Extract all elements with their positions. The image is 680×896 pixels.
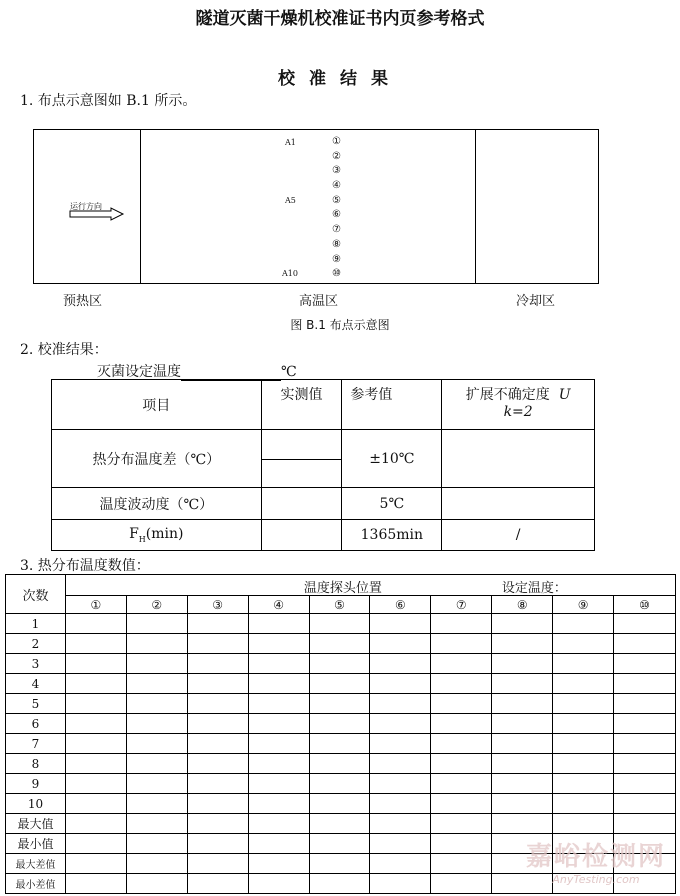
result-row: [52, 520, 595, 551]
direction-arrow-icon: [69, 207, 125, 221]
data-cell: [309, 834, 370, 854]
data-cell: [431, 834, 492, 854]
row-label: 最大差值: [6, 854, 66, 874]
result-row: [52, 488, 595, 520]
uncertainty-cell: [442, 430, 595, 488]
row-label: 6: [6, 714, 66, 734]
data-cell: [492, 694, 553, 714]
data-cell: [553, 814, 614, 834]
data-cell: [309, 754, 370, 774]
data-cell: [309, 774, 370, 794]
data-cell: [553, 794, 614, 814]
fh-symbol: F: [129, 526, 139, 543]
uncertainty-cell: /: [442, 520, 595, 551]
data-cell: [553, 714, 614, 734]
header-reference: 参考值: [342, 380, 442, 430]
uncertainty-cell: [442, 488, 595, 520]
layout-diagram: [33, 129, 599, 284]
data-cell: [248, 694, 309, 714]
probe-point: ⑦: [332, 224, 341, 236]
table-row: [6, 754, 676, 774]
row-label: 7: [6, 734, 66, 754]
data-cell: [370, 674, 431, 694]
table-row: [6, 734, 676, 754]
watermark-en: AnyTesting.com: [552, 873, 640, 886]
data-cell: [65, 874, 126, 894]
data-cell: [431, 674, 492, 694]
data-cell: [187, 754, 248, 774]
data-cell: [431, 854, 492, 874]
data-cell: [126, 734, 187, 754]
data-cell: [65, 834, 126, 854]
data-cell: [248, 634, 309, 654]
probe-point: ③: [332, 165, 341, 177]
measured-cell: [261, 488, 342, 520]
row-label: 最小差值: [6, 874, 66, 894]
zone-divider: [475, 130, 476, 283]
set-temp-label: 设定温度：: [501, 581, 567, 596]
data-cell: [614, 814, 676, 834]
probe-label-a5: A5: [285, 196, 296, 205]
data-cell: [553, 734, 614, 754]
data-cell: [370, 634, 431, 654]
probe-col-header: ⑨: [553, 596, 614, 614]
data-cell: [187, 794, 248, 814]
sterilize-temp-unit: ℃: [281, 364, 297, 380]
zone-label-preheat: 预热区: [63, 294, 103, 309]
probe-col-header: ⑦: [431, 596, 492, 614]
zone-label-high-temp: 高温区: [299, 294, 339, 309]
probe-label-a10: A10: [282, 269, 298, 278]
row-label: 最大值: [6, 814, 66, 834]
data-cell: [187, 674, 248, 694]
data-cell: [309, 794, 370, 814]
data-cell: [126, 814, 187, 834]
reference-cell: 1365min: [342, 520, 442, 551]
row-item: [52, 520, 262, 551]
data-cell: [431, 794, 492, 814]
data-cell: [187, 814, 248, 834]
probe-column: [332, 137, 341, 284]
item-2: 2. 校准结果：: [20, 342, 108, 358]
probe-col-header: ③: [187, 596, 248, 614]
row-label: 1: [6, 614, 66, 634]
probe-col-header: ⑤: [309, 596, 370, 614]
measured-cell: [261, 520, 342, 551]
data-cell: [187, 714, 248, 734]
data-cell: [492, 654, 553, 674]
data-cell: [187, 694, 248, 714]
data-cell: [187, 874, 248, 894]
item-3: 3. 热分布温度数值：: [20, 558, 150, 574]
data-cell: [370, 754, 431, 774]
data-cell: [126, 874, 187, 894]
data-cell: [614, 774, 676, 794]
measured-cell: [261, 430, 342, 460]
zone-divider: [140, 130, 141, 283]
data-cell: [187, 854, 248, 874]
data-cell: [370, 834, 431, 854]
data-cell: [614, 714, 676, 734]
data-cell: [370, 614, 431, 634]
data-cell: [614, 694, 676, 714]
data-cell: [431, 874, 492, 894]
data-cell: [431, 774, 492, 794]
sterilize-temp-label: 灭菌设定温度: [97, 364, 181, 380]
row-label: 3: [6, 654, 66, 674]
data-cell: [370, 694, 431, 714]
data-cell: [126, 854, 187, 874]
probe-point: ①: [332, 136, 341, 147]
data-cell: [553, 634, 614, 654]
probe-col-header: ①: [65, 596, 126, 614]
header-probe-position: [65, 575, 675, 596]
data-cell: [431, 754, 492, 774]
data-cell: [431, 614, 492, 634]
data-cell: [65, 694, 126, 714]
data-cell: [309, 734, 370, 754]
table-row: [6, 614, 676, 634]
data-cell: [553, 654, 614, 674]
data-cell: [614, 754, 676, 774]
data-cell: [431, 634, 492, 654]
data-cell: [65, 654, 126, 674]
header-count: 次数: [6, 575, 66, 614]
data-cell: [187, 774, 248, 794]
document-title: 隧道灭菌干燥机校准证书内页参考格式: [195, 9, 485, 29]
probe-col-header: ⑧: [492, 596, 553, 614]
sterilize-temp-line: [97, 361, 297, 381]
probe-point: ②: [332, 150, 341, 162]
data-cell: [492, 814, 553, 834]
fh-subscript: H: [138, 534, 146, 544]
probe-col-header: ④: [248, 596, 309, 614]
data-cell: [126, 614, 187, 634]
data-cell: [492, 734, 553, 754]
probe-point: ⑥: [332, 209, 341, 221]
data-cell: [65, 774, 126, 794]
data-cell: [248, 834, 309, 854]
probe-point: ⑨: [332, 253, 341, 265]
data-cell: [126, 674, 187, 694]
reference-cell: ±10℃: [342, 430, 442, 488]
data-cell: [370, 794, 431, 814]
data-cell: [126, 654, 187, 674]
header-item: 项目: [52, 380, 262, 430]
probe-point: ④: [332, 180, 341, 192]
data-cell: [431, 814, 492, 834]
data-cell: [553, 674, 614, 694]
table-row: [6, 654, 676, 674]
data-cell: [309, 874, 370, 894]
row-item: 温度波动度（℃）: [52, 488, 262, 520]
data-cell: [309, 694, 370, 714]
data-cell: [309, 854, 370, 874]
measured-cell: [261, 460, 342, 488]
data-cell: [370, 874, 431, 894]
table-row: [6, 674, 676, 694]
data-cell: [65, 854, 126, 874]
probe-point: ⑩: [332, 268, 341, 280]
data-cell: [492, 754, 553, 774]
result-header-row: [52, 380, 595, 430]
row-label: 5: [6, 694, 66, 714]
data-cell: [65, 614, 126, 634]
data-cell: [248, 734, 309, 754]
table-row: [6, 794, 676, 814]
data-cell: [370, 714, 431, 734]
probe-number-row: [6, 596, 676, 614]
result-row: [52, 430, 595, 460]
header-measured: 实测值: [261, 380, 342, 430]
result-table: [51, 379, 595, 551]
data-cell: [309, 654, 370, 674]
data-cell: [492, 674, 553, 694]
direction-label: 运行方向: [70, 202, 102, 211]
data-cell: [370, 854, 431, 874]
data-cell: [553, 774, 614, 794]
data-cell: [248, 714, 309, 734]
row-label: 2: [6, 634, 66, 654]
data-cell: [614, 794, 676, 814]
probe-col-header: ⑩: [614, 596, 676, 614]
data-cell: [187, 634, 248, 654]
data-cell: [248, 854, 309, 874]
data-cell: [126, 834, 187, 854]
watermark: [526, 836, 666, 886]
data-cell: [309, 674, 370, 694]
fh-unit: (min): [145, 526, 184, 543]
row-label: 10: [6, 794, 66, 814]
row-item: 热分布温度差（℃）: [52, 430, 262, 488]
data-cell: [126, 774, 187, 794]
data-cell: [370, 774, 431, 794]
data-cell: [65, 714, 126, 734]
watermark-cn: 嘉峪检测网: [525, 842, 666, 872]
row-label: 9: [6, 774, 66, 794]
data-cell: [553, 754, 614, 774]
data-cell: [553, 614, 614, 634]
data-cell: [65, 674, 126, 694]
header-coverage-factor: k=2: [503, 404, 533, 420]
figure-caption: 图 B.1 布点示意图: [290, 318, 390, 332]
table-row: [6, 774, 676, 794]
data-cell: [492, 774, 553, 794]
data-cell: [126, 754, 187, 774]
row-label: 最小值: [6, 834, 66, 854]
data-cell: [126, 714, 187, 734]
reference-cell: 5℃: [342, 488, 442, 520]
data-cell: [248, 814, 309, 834]
table-row: [6, 634, 676, 654]
data-cell: [614, 634, 676, 654]
data-cell: [370, 814, 431, 834]
data-cell: [431, 734, 492, 754]
data-cell: [126, 794, 187, 814]
header-uncertainty: [442, 380, 595, 430]
data-cell: [431, 654, 492, 674]
data-header-row: [6, 575, 676, 596]
data-cell: [248, 874, 309, 894]
header-uncertainty-symbol: U: [558, 387, 571, 403]
data-cell: [126, 634, 187, 654]
probe-point: ⑤: [332, 194, 341, 206]
row-label: 4: [6, 674, 66, 694]
data-cell: [309, 814, 370, 834]
data-cell: [492, 714, 553, 734]
data-cell: [65, 634, 126, 654]
item-1: 1. 布点示意图如 B.1 所示。: [20, 93, 197, 109]
row-label: 8: [6, 754, 66, 774]
data-cell: [370, 734, 431, 754]
probe-label-a1: A1: [285, 138, 296, 147]
probe-col-header: ⑥: [370, 596, 431, 614]
data-cell: [248, 794, 309, 814]
data-cell: [248, 654, 309, 674]
data-cell: [492, 794, 553, 814]
data-cell: [187, 614, 248, 634]
data-cell: [65, 794, 126, 814]
data-cell: [614, 614, 676, 634]
data-cell: [65, 734, 126, 754]
data-cell: [248, 754, 309, 774]
table-row: [6, 714, 676, 734]
data-cell: [370, 654, 431, 674]
data-cell: [614, 734, 676, 754]
table-row: [6, 814, 676, 834]
data-cell: [614, 654, 676, 674]
data-cell: [126, 694, 187, 714]
data-cell: [309, 634, 370, 654]
data-cell: [187, 734, 248, 754]
data-cell: [553, 694, 614, 714]
data-cell: [248, 614, 309, 634]
table-row: [6, 694, 676, 714]
probe-point: ⑧: [332, 238, 341, 250]
data-cell: [309, 614, 370, 634]
data-cell: [431, 694, 492, 714]
data-cell: [65, 814, 126, 834]
data-cell: [431, 714, 492, 734]
data-cell: [492, 634, 553, 654]
probe-col-header: ②: [126, 596, 187, 614]
section-title: 校准结果: [278, 69, 402, 89]
data-cell: [248, 774, 309, 794]
data-cell: [65, 754, 126, 774]
data-cell: [492, 614, 553, 634]
data-cell: [614, 674, 676, 694]
data-cell: [187, 654, 248, 674]
data-cell: [187, 834, 248, 854]
zone-label-cooling: 冷却区: [516, 294, 556, 309]
data-cell: [248, 674, 309, 694]
probe-position-label: 温度探头位置: [303, 581, 382, 596]
data-cell: [309, 714, 370, 734]
header-uncertainty-label: 扩展不确定度: [465, 387, 550, 403]
